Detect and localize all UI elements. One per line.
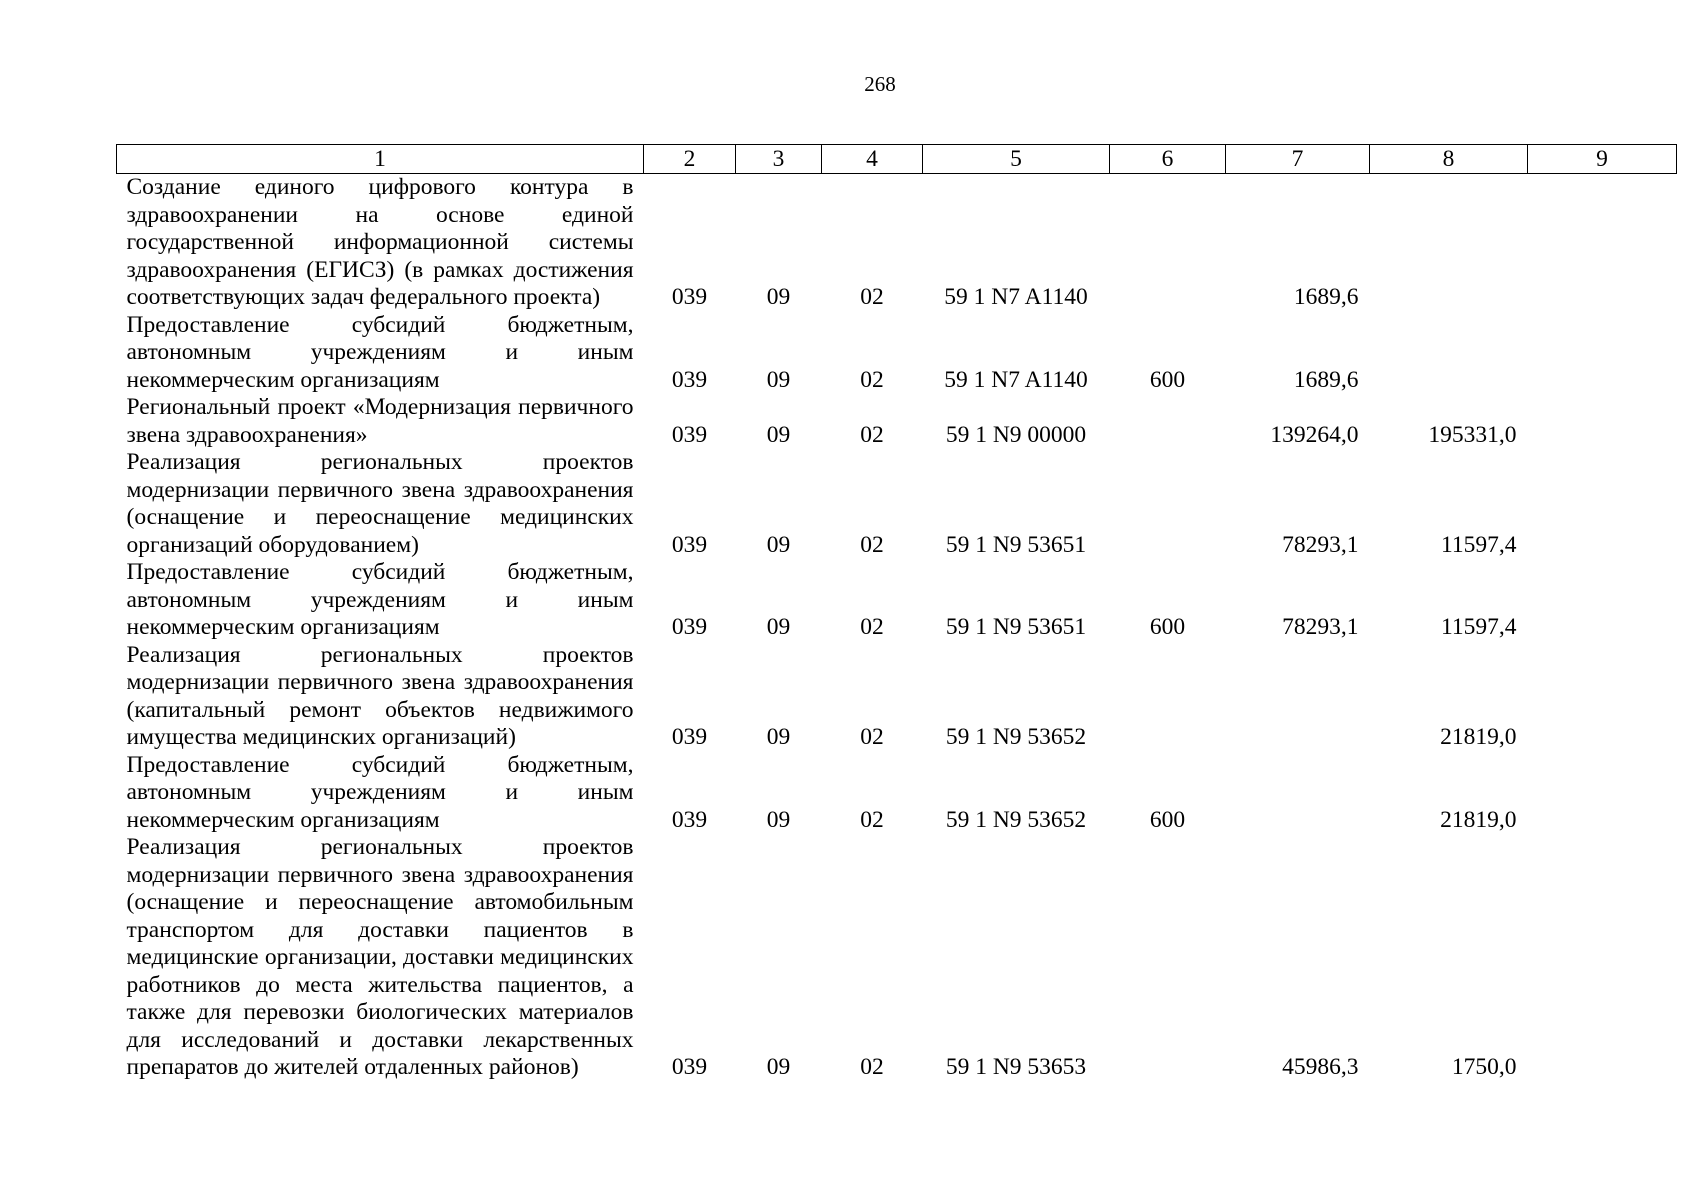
row-amount-col8 bbox=[1370, 174, 1528, 312]
row-amount-col9 bbox=[1528, 449, 1677, 559]
page-number: 268 bbox=[864, 72, 896, 96]
row-amount-col8: 21819,0 bbox=[1440, 806, 1517, 833]
table-row bbox=[117, 752, 1677, 835]
table-row bbox=[117, 642, 1677, 752]
row-expense-type-code: 600 bbox=[1149, 614, 1186, 640]
row-subsection-code: 02 bbox=[860, 1054, 884, 1080]
column-header-6: 6 bbox=[1110, 145, 1226, 174]
column-header-8: 8 bbox=[1370, 145, 1528, 174]
row-department-code: 039 bbox=[671, 806, 708, 833]
row-expense-type-code bbox=[1110, 449, 1226, 559]
row-amount-col7: 45986,3 bbox=[1282, 1054, 1359, 1080]
column-header-5: 5 bbox=[923, 145, 1110, 174]
row-section-code: 09 bbox=[766, 421, 791, 448]
row-expense-type-code bbox=[1110, 642, 1226, 752]
row-amount-col7: 139264,0 bbox=[1270, 421, 1359, 448]
row-amount-col9 bbox=[1528, 174, 1677, 312]
row-section-code: 09 bbox=[766, 531, 791, 558]
row-expense-type-code: 600 bbox=[1149, 806, 1186, 833]
row-section-code: 09 bbox=[766, 366, 791, 393]
table-header-row bbox=[117, 145, 1677, 174]
row-department-code: 039 bbox=[671, 366, 708, 393]
row-subsection-code: 02 bbox=[860, 421, 884, 448]
row-description: Региональный проект «Модернизация первичного звена здравоохранения» bbox=[126, 394, 634, 448]
row-amount-col9 bbox=[1528, 834, 1677, 1082]
row-amount-col7: 78293,1 bbox=[1282, 614, 1359, 640]
row-department-code: 039 bbox=[671, 284, 708, 310]
row-description: Реализация региональных проектов модернизации первичного звена здравоохранения (оснащение и переоснащение автомобильным транспортом для доставки пациентов в медицинские организации, доставки медицинских работников до места жительства пациентов, а также для перевозки биологических материалов для исследований и доставки лекарственных препаратов до жителей отдаленных районов) bbox=[126, 834, 634, 1080]
column-header-3: 3 bbox=[736, 145, 822, 174]
row-department-code: 039 bbox=[671, 531, 708, 558]
row-description: Предоставление субсидий бюджетным, автономным учреждениям и иным некоммерческим организациям bbox=[126, 751, 634, 833]
budget-table-container bbox=[116, 144, 1676, 1082]
row-subsection-code: 02 bbox=[860, 614, 884, 640]
row-section-code: 09 bbox=[766, 284, 791, 310]
row-target-article-code: 59 1 N9 53652 bbox=[945, 806, 1087, 833]
table-row bbox=[117, 559, 1677, 642]
row-subsection-code: 02 bbox=[860, 724, 884, 750]
row-amount-col7 bbox=[1226, 642, 1370, 752]
table-row bbox=[117, 174, 1677, 312]
column-header-1: 1 bbox=[117, 145, 644, 174]
row-expense-type-code bbox=[1110, 174, 1226, 312]
row-target-article-code: 59 1 N9 53653 bbox=[945, 1054, 1087, 1080]
row-section-code: 09 bbox=[766, 1054, 791, 1080]
row-description: Предоставление субсидий бюджетным, автономным учреждениям и иным некоммерческим организациям bbox=[126, 311, 634, 393]
row-expense-type-code: 600 bbox=[1149, 366, 1186, 393]
row-amount-col9 bbox=[1528, 642, 1677, 752]
table-row bbox=[117, 312, 1677, 395]
table-row bbox=[117, 834, 1677, 1082]
row-department-code: 039 bbox=[671, 724, 708, 750]
row-amount-col7: 1689,6 bbox=[1293, 284, 1359, 310]
row-amount-col9 bbox=[1528, 312, 1677, 395]
row-amount-col7 bbox=[1226, 752, 1370, 835]
row-subsection-code: 02 bbox=[860, 806, 884, 833]
row-section-code: 09 bbox=[766, 724, 791, 750]
row-description: Реализация региональных проектов модернизации первичного звена здравоохранения (оснащение и переоснащение медицинских организаций оборудованием) bbox=[126, 449, 634, 558]
column-header-4: 4 bbox=[822, 145, 923, 174]
row-section-code: 09 bbox=[766, 806, 791, 833]
row-amount-col7: 1689,6 bbox=[1293, 366, 1359, 393]
table-row bbox=[117, 394, 1677, 449]
row-target-article-code: 59 1 N9 53651 bbox=[945, 614, 1087, 640]
row-subsection-code: 02 bbox=[860, 366, 884, 393]
row-amount-col9 bbox=[1528, 752, 1677, 835]
row-target-article-code: 59 1 N7 A1140 bbox=[944, 284, 1088, 310]
row-amount-col8: 1750,0 bbox=[1451, 1054, 1517, 1080]
row-amount-col9 bbox=[1528, 559, 1677, 642]
row-department-code: 039 bbox=[671, 421, 708, 448]
column-header-7: 7 bbox=[1226, 145, 1370, 174]
table-row bbox=[117, 449, 1677, 559]
row-expense-type-code bbox=[1110, 394, 1226, 449]
row-amount-col8: 21819,0 bbox=[1440, 724, 1517, 750]
row-department-code: 039 bbox=[671, 614, 708, 640]
row-section-code: 09 bbox=[766, 614, 791, 640]
table-body bbox=[117, 174, 1677, 1082]
budget-table bbox=[116, 144, 1677, 1082]
row-amount-col8: 11597,4 bbox=[1440, 531, 1517, 558]
row-amount-col8 bbox=[1370, 312, 1528, 395]
row-expense-type-code bbox=[1110, 834, 1226, 1082]
row-department-code: 039 bbox=[671, 1054, 708, 1080]
row-subsection-code: 02 bbox=[860, 284, 884, 310]
row-description: Предоставление субсидий бюджетным, автономным учреждениям и иным некоммерческим организациям bbox=[126, 559, 634, 640]
row-target-article-code: 59 1 N9 53652 bbox=[945, 724, 1087, 750]
row-target-article-code: 59 1 N9 53651 bbox=[945, 531, 1087, 558]
row-target-article-code: 59 1 N7 A1140 bbox=[944, 366, 1088, 393]
row-subsection-code: 02 bbox=[860, 531, 884, 558]
row-amount-col7: 78293,1 bbox=[1282, 531, 1359, 558]
row-description: Создание единого цифрового контура в здравоохранении на основе единой государственной информационной системы здравоохранения (ЕГИСЗ) (в рамках достижения соответствующих задач федерального проекта) bbox=[126, 174, 634, 310]
column-header-9: 9 bbox=[1528, 145, 1677, 174]
row-amount-col8: 195331,0 bbox=[1428, 421, 1517, 448]
column-header-2: 2 bbox=[644, 145, 736, 174]
row-description: Реализация региональных проектов модернизации первичного звена здравоохранения (капитальный ремонт объектов недвижимого имущества медицинских организаций) bbox=[126, 641, 634, 750]
row-amount-col9 bbox=[1528, 394, 1677, 449]
row-target-article-code: 59 1 N9 00000 bbox=[945, 421, 1087, 448]
row-amount-col8: 11597,4 bbox=[1440, 614, 1517, 640]
